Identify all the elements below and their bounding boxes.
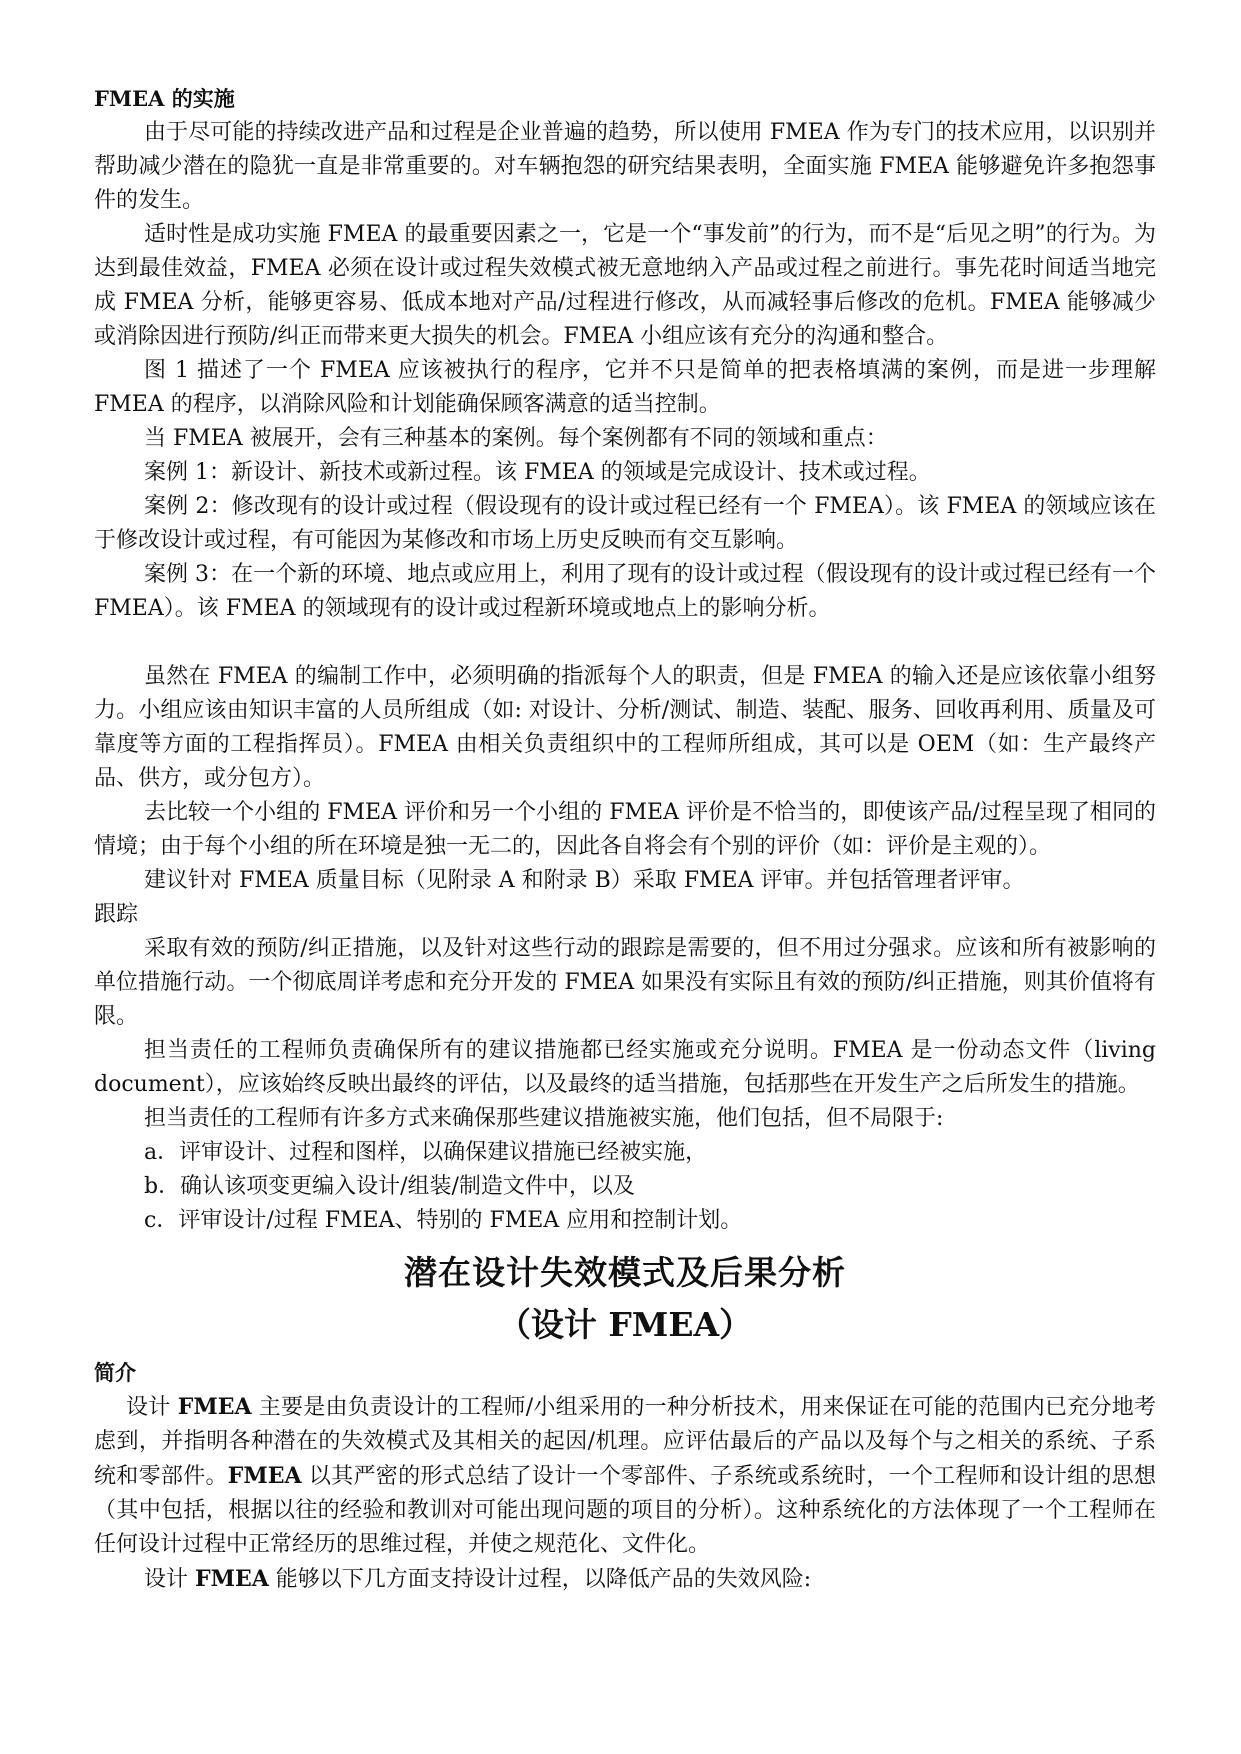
paragraph: 担当责任的工程师有许多方式来确保那些建议措施被实施，他们包括，但不局限于: xyxy=(144,1106,944,1131)
paragraph: 去比较一个小组的 FMEA 评价和另一个小组的 FMEA 评价是不恰当的，即使该产品/过程呈现了相同的情境；由于每个小组的所在环境是独一无二的，因此各自将会有个别的评价（如：评价是主观的）。 xyxy=(94,800,1156,859)
paragraph-intro-1 xyxy=(94,1390,1156,1562)
term-fmea: FMEA xyxy=(195,1566,269,1592)
paragraph: 当 FMEA 被展开，会有三种基本的案例。每个案例都有不同的领域和重点： xyxy=(144,426,888,451)
blank-line xyxy=(94,626,1156,660)
section-heading-intro: 简介 xyxy=(94,1360,136,1385)
paragraph-case-3: 案例 3：在一个新的环境、地点或应用上，利用了现有的设计或过程（假设现有的设计或过程已经有一个 FMEA）。该 FMEA 的领域现有的设计或过程新环境或地点上的影响分析。 xyxy=(94,562,1156,621)
text-run: 以其严密的形式总结了设计一个零部件、子系统或系统时，一个工程师和设计组的思想（其中包括，根据以往的经验和教训对可能出现问题的项目的分析）。这种系统化的方法体现了一个工程师在任何设计过程中正常经历的思维过程，并使之规范化、文件化。 xyxy=(94,1464,1156,1557)
document-page xyxy=(94,82,1156,1597)
list-item-b: b．确认该项变更编入设计/组装/制造文件中，以及 xyxy=(144,1174,635,1199)
term-fmea: FMEA xyxy=(177,1394,252,1420)
text-run: 设计 xyxy=(126,1395,178,1420)
paragraph: 虽然在 FMEA 的编制工作中，必须明确的指派每个人的职责，但是 FMEA 的输入还是应该依靠小组努力。小组应该由知识丰富的人员所组成（如: 对设计、分析/测试、制造、装配、服务、回收再利用、质量及可靠度等方面的工程指挥员）。FMEA 由相关负责组织中的工程师所组成，其可以是 OEM（如：生产最终产品、供方，或分包方）。 xyxy=(94,664,1156,791)
paragraph: 建议针对 FMEA 质量目标（见附录 A 和附录 B）采取 FMEA 评审。并包括管理者评审。 xyxy=(144,868,1025,893)
paragraph: 采取有效的预防/纠正措施，以及针对这些行动的跟踪是需要的，但不用过分强求。应该和所有被影响的单位措施行动。一个彻底周详考虑和充分开发的 FMEA 如果没有实际且有效的预防/纠正措施，则其价值将有限。 xyxy=(94,936,1156,1029)
list-item-a: a．评审设计、过程和图样，以确保建议措施已经被实施， xyxy=(144,1140,708,1165)
paragraph-case-1: 案例 1：新设计、新技术或新过程。该 FMEA 的领域是完成设计、技术或过程。 xyxy=(144,460,931,485)
term-fmea: FMEA xyxy=(227,1463,302,1489)
paragraph: 适时性是成功实施 FMEA 的最重要因素之一，它是一个“事发前”的行为，而不是“后见之明”的行为。为达到最佳效益，FMEA 必须在设计或过程失效模式被无意地纳入产品或过程之前进行。事先花时间适当地完成 FMEA 分析，能够更容易、低成本地对产品/过程进行修改，从而减轻事后修改的危机。FMEA 能够减少或消除因进行预防/纠正而带来更大损失的机会。FMEA 小组应该有充分的沟通和整合。 xyxy=(94,222,1156,349)
section-heading-implementation: FMEA 的实施 xyxy=(94,86,235,111)
text-run: 主要是由负责设计的工程师/小组采用的一种分析技术，用来保证在可能的范围内已充分地考虑到，并指明各种潜在的失效模式及其相关的起因/机理。应评估最后的产品以及每个与之相关的系统、子系统和零部件。 xyxy=(94,1395,1156,1489)
chapter-title xyxy=(94,1248,1156,1352)
list-item-c: c．评审设计/过程 FMEA、特别的 FMEA 应用和控制计划。 xyxy=(144,1208,743,1233)
chapter-title-line-2: （设计 FMEA） xyxy=(497,1305,753,1344)
paragraph: 担当责任的工程师负责确保所有的建议措施都已经实施或充分说明。FMEA 是一份动态文件（living document），应该始终反映出最终的评估，以及最终的适当措施，包括那些在开发生产之后所发生的措施。 xyxy=(94,1038,1156,1097)
paragraph: 图 1 描述了一个 FMEA 应该被执行的程序，它并不只是简单的把表格填满的案例，而是进一步理解 FMEA 的程序，以消除风险和计划能确保顾客满意的适当控制。 xyxy=(94,358,1156,417)
text-run: 设计 xyxy=(144,1567,195,1592)
paragraph-case-2: 案例 2：修改现有的设计或过程（假设现有的设计或过程已经有一个 FMEA）。该 FMEA 的领域应该在于修改设计或过程，有可能因为某修改和市场上历史反映而有交互影响。 xyxy=(94,494,1156,553)
paragraph-intro-2 xyxy=(94,1562,1156,1597)
text-run: 能够以下几方面支持设计过程，以降低产品的失效风险: xyxy=(268,1567,812,1592)
section-heading-tracking: 跟踪 xyxy=(94,902,139,927)
chapter-title-line-1: 潜在设计失效模式及后果分析 xyxy=(404,1253,846,1292)
paragraph: 由于尽可能的持续改进产品和过程是企业普遍的趋势，所以使用 FMEA 作为专门的技术应用，以识别并帮助减少潜在的隐犹一直是非常重要的。对车辆抱怨的研究结果表明，全面实施 FMEA 能够避免许多抱怨事件的发生。 xyxy=(94,120,1156,213)
